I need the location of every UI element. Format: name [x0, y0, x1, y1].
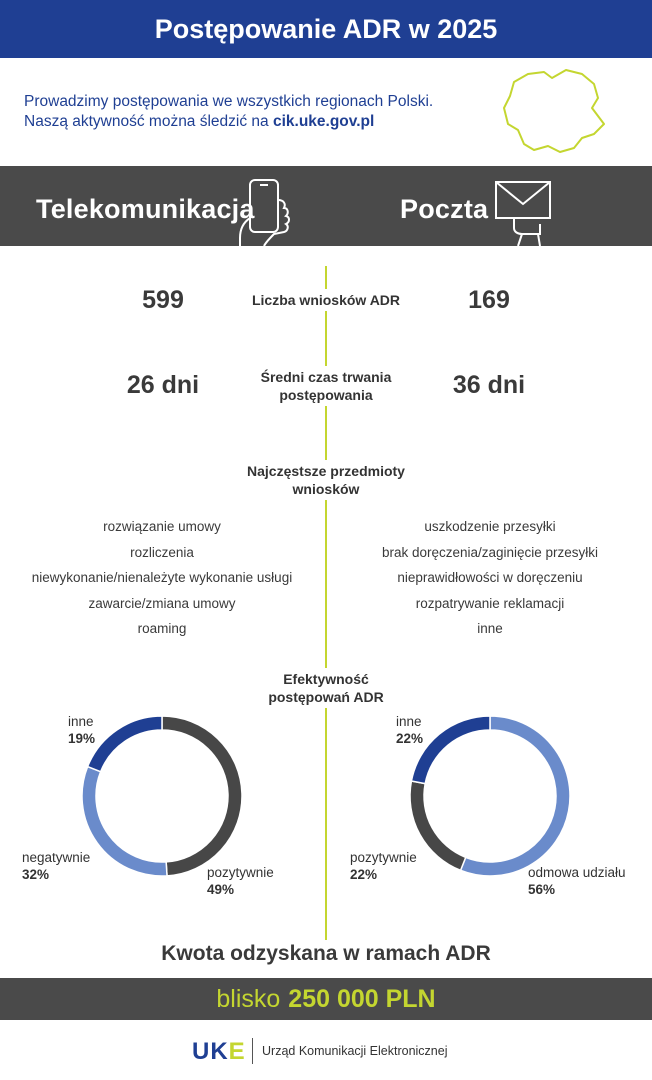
category-label: odmowa udziału — [528, 865, 626, 880]
page-title: Postępowanie ADR w 2025 — [0, 0, 652, 58]
post-topics-list — [330, 518, 650, 646]
list-item: rozpatrywanie reklamacji — [415, 595, 565, 611]
percent-label: 22% — [350, 867, 378, 882]
effectiveness-heading-line-1: Efektywność — [283, 671, 369, 687]
intro-line-2 — [24, 112, 484, 132]
post-label-refusal — [528, 864, 626, 898]
percent-label: 56% — [528, 882, 556, 897]
category-post-label: Poczta — [400, 194, 489, 224]
logo-text-e: E — [228, 1038, 246, 1065]
logo-text-uk: UK — [192, 1038, 229, 1065]
applications-label: Liczba wniosków ADR — [226, 289, 426, 311]
intro-text — [24, 92, 484, 132]
topics-heading-line-1: Najczęstsze przedmioty — [247, 463, 405, 479]
list-item: uszkodzenie przesyłki — [424, 519, 556, 534]
donut-slice-odmowa-udziału — [461, 716, 570, 876]
duration-label-line-2: postępowania — [279, 387, 373, 403]
telecom-effectiveness-donut — [80, 714, 244, 878]
telecom-applications-count: 599 — [142, 286, 184, 314]
category-label: inne — [396, 714, 422, 729]
amount-value: 250 000 PLN — [288, 984, 436, 1013]
category-label: negatywnie — [22, 850, 91, 865]
list-item: roaming — [137, 621, 187, 636]
telecom-topics-list — [2, 518, 322, 646]
amount-title: Kwota odzyskana w ramach ADR — [161, 942, 491, 965]
list-item: inne — [477, 621, 503, 636]
post-applications-count: 169 — [468, 286, 510, 314]
amount-prefix: blisko — [216, 984, 281, 1013]
post-label-other — [396, 713, 423, 747]
donut-slice-inne — [411, 716, 490, 784]
telecom-duration: 26 dni — [126, 371, 200, 399]
list-item: niewykonanie/nienależyte wykonanie usługi — [31, 570, 293, 585]
footer-divider — [252, 1038, 253, 1064]
category-label: pozytywnie — [350, 850, 417, 865]
smartphone-hand-icon — [234, 178, 294, 246]
telecom-label-negative — [22, 849, 90, 883]
topics-heading — [226, 460, 426, 500]
category-label: inne — [68, 714, 94, 729]
intro-line-1: Prowadzimy postępowania we wszystkich regionach Polski. — [24, 93, 434, 110]
percent-label: 32% — [22, 867, 50, 882]
intro-line-2-prefix: Naszą aktywność można śledzić na — [24, 113, 273, 130]
percent-label: 49% — [207, 882, 235, 897]
footer-institution-name: Urząd Komunikacji Elektronicznej — [262, 1044, 448, 1058]
duration-label-line-1: Średni czas trwania — [260, 369, 392, 385]
telecom-label-other — [68, 713, 95, 747]
list-item: rozliczenia — [130, 544, 194, 560]
percent-label: 19% — [68, 731, 96, 746]
list-item: nieprawidłowości w doręczeniu — [397, 570, 583, 585]
category-telecom-label: Telekomunikacja — [36, 194, 255, 224]
list-item: brak doręczenia/zaginięcie przesyłki — [381, 544, 599, 560]
post-duration: 36 dni — [452, 371, 526, 399]
topics-heading-line-2: wniosków — [292, 481, 360, 497]
post-label-positive — [350, 849, 417, 883]
category-label: pozytywnie — [207, 865, 274, 880]
percent-label: 22% — [396, 731, 424, 746]
website-link[interactable]: cik.uke.gov.pl — [272, 113, 375, 130]
list-item: rozwiązanie umowy — [103, 519, 221, 534]
donut-slice-pozytywnie — [162, 716, 242, 876]
donut-slice-inne — [88, 716, 162, 772]
post-effectiveness-donut — [408, 714, 572, 878]
poland-map-icon — [494, 64, 614, 156]
list-item: zawarcie/zmiana umowy — [88, 595, 236, 611]
category-bar — [0, 166, 652, 246]
telecom-label-positive — [207, 864, 274, 898]
envelope-hand-icon — [492, 178, 554, 246]
amount-bar — [0, 978, 652, 1020]
donut-slice-negatywnie — [82, 767, 167, 876]
donut-slice-pozytywnie — [410, 781, 466, 870]
uke-logo — [192, 1038, 246, 1066]
duration-label — [226, 366, 426, 406]
effectiveness-heading-line-2: postępowań ADR — [268, 689, 384, 705]
effectiveness-heading — [226, 668, 426, 708]
